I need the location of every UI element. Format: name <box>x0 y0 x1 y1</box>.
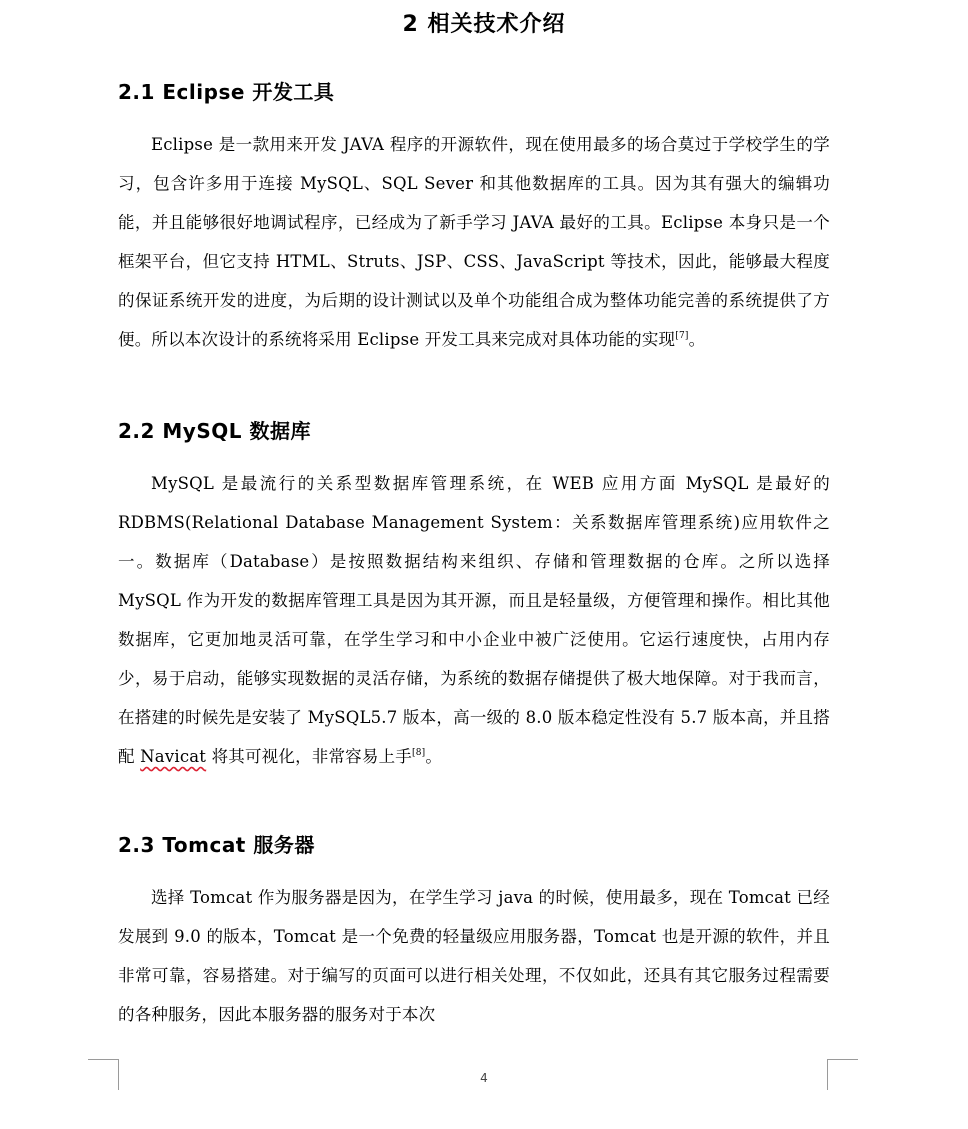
citation-7: [7] <box>675 331 689 341</box>
chapter-title: 2 相关技术介绍 <box>402 12 566 37</box>
section-heading-eclipse: 2.1 Eclipse 开发工具 <box>118 80 335 104</box>
paragraph-end-mark: 。 <box>425 747 443 766</box>
page-number: 4 <box>480 1071 488 1085</box>
paragraph-mysql <box>118 464 830 776</box>
spellcheck-flagged-word: Navicat <box>140 747 207 766</box>
section-heading-tomcat: 2.3 Tomcat 服务器 <box>118 833 315 857</box>
section-heading-mysql: 2.2 MySQL 数据库 <box>118 419 311 443</box>
paragraph-text: 选择 Tomcat 作为服务器是因为，在学生学习 java 的时候，使用最多，现在 Tomcat 已经发展到 9.0 的版本，Tomcat 是一个免费的轻量级应用服务器，Tomcat 也是开源的软件，并且非常可靠，容易搭建。对于编写的页面可以进行相关处理，不仅如此，还具有其它服务过程需要的各种服务，因此本服务器的服务对于本次 <box>118 888 830 1024</box>
citation-8: [8] <box>412 748 426 758</box>
paragraph-tomcat <box>118 878 830 1034</box>
paragraph-text: MySQL 是最流行的关系型数据库管理系统，在 WEB 应用方面 MySQL 是最好的 RDBMS(Relational Database Management System：关系数据库管理系统)应用软件之一。数据库（Database）是按照数据结构来组织、存储和管理数据的仓库。之所以选择 MySQL 作为开发的数据库管理工具是因为其开源，而且是轻量级，方便管理和操作。相比其他数据库，它更加地灵活可靠，在学生学习和中小企业中被广泛使用。它运行速度快，占用内存少，易于启动，能够实现数据的灵活存储，为系统的数据存储提供了极大地保障。对于我而言，在搭建的时候先是安装了 MySQL5.7 版本，高一级的 8.0 版本稳定性没有 5.7 版本高，并且搭配 <box>118 474 830 766</box>
paragraph-text-continued: 将其可视化，非常容易上手 <box>206 747 412 766</box>
paragraph-end-mark: 。 <box>688 330 706 349</box>
paragraph-text: Eclipse 是一款用来开发 JAVA 程序的开源软件，现在使用最多的场合莫过于学校学生的学习，包含许多用于连接 MySQL、SQL Sever 和其他数据库的工具。因为其有强大的编辑功能，并且能够很好地调试程序，已经成为了新手学习 JAVA 最好的工具。Eclipse 本身只是一个框架平台，但它支持 HTML、Struts、JSP、CSS、JavaScript 等技术，因此，能够最大程度的保证系统开发的进度，为后期的设计测试以及单个功能组合成为整体功能完善的系统提供了方便。所以本次设计的系统将采用 Eclipse 开发工具来完成对具体功能的实现 <box>118 135 830 349</box>
paragraph-eclipse <box>118 125 830 359</box>
